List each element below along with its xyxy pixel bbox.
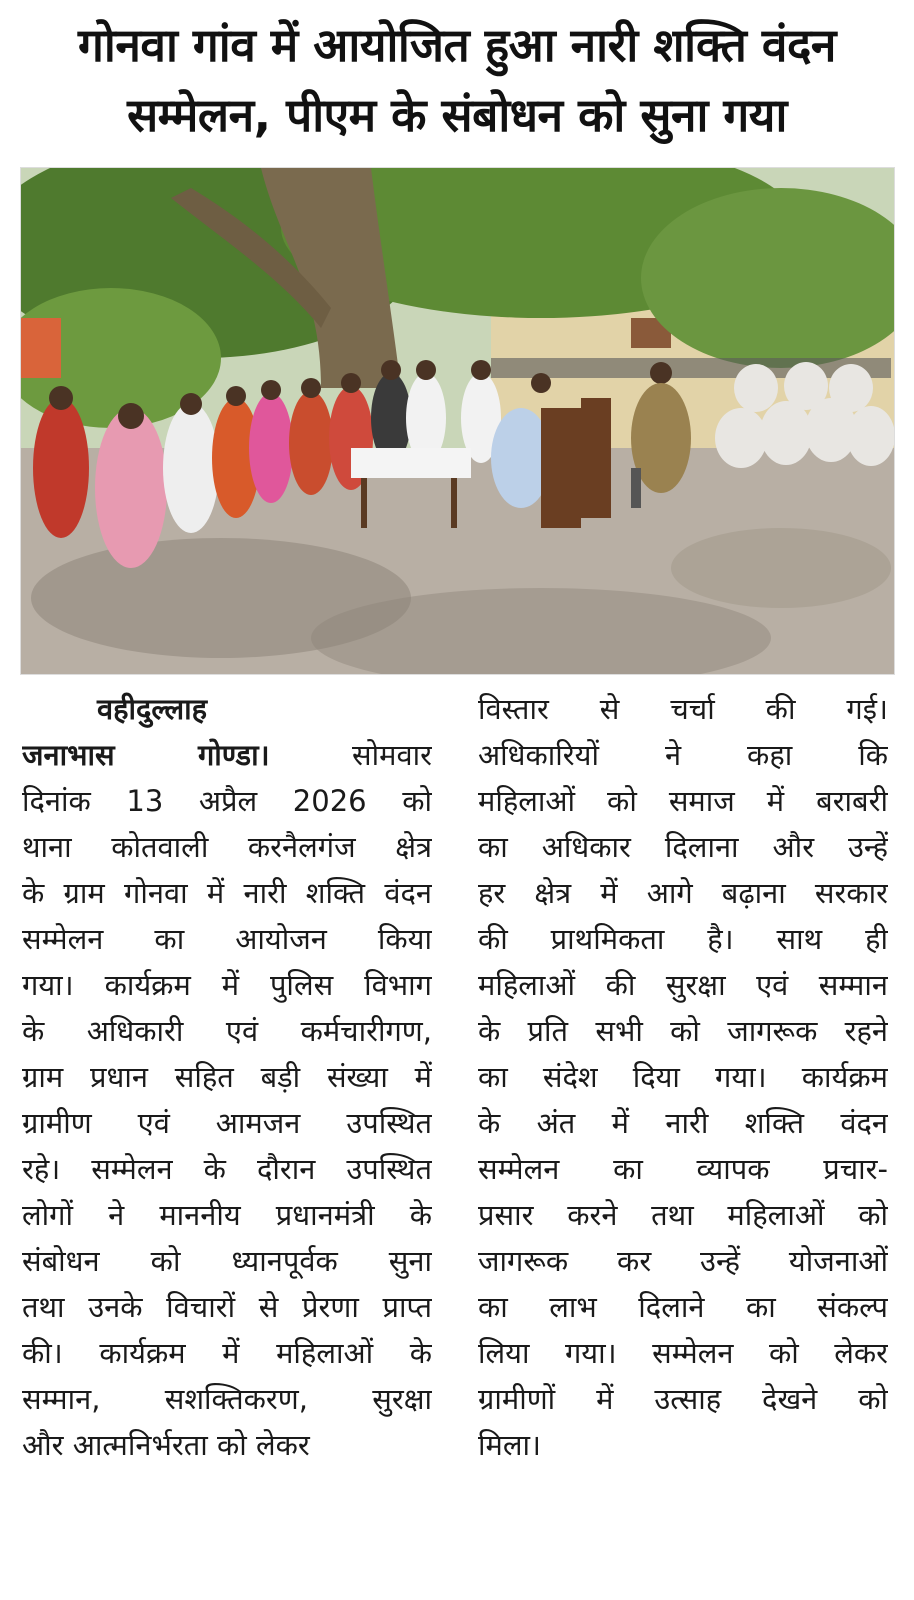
article-line: के प्रति सभी को जागरूक रहने <box>478 1014 888 1048</box>
article-line: महिलाओं को समाज में बराबरी <box>478 784 888 818</box>
article-line: और आत्मनिर्भरता को लेकर <box>22 1428 310 1462</box>
article-line-text: सोमवार <box>352 738 432 772</box>
article-line: की प्राथमिकता है। साथ ही <box>478 922 888 956</box>
article-column-left <box>22 686 432 1468</box>
article-line: सम्मेलन का आयोजन किया <box>22 922 432 956</box>
article-line: रहे। सम्मेलन के दौरान उपस्थित <box>22 1152 432 1186</box>
article-line: के ग्राम गोनवा में नारी शक्ति वंदन <box>22 876 432 910</box>
article-line: दिनांक 13 अप्रैल 2026 को <box>22 784 432 818</box>
article-line: का लाभ दिलाने का संकल्प <box>478 1290 888 1324</box>
article-line: महिलाओं की सुरक्षा एवं सम्मान <box>478 968 888 1002</box>
article-line <box>22 732 432 778</box>
article-line: अधिकारियों ने कहा कि <box>478 738 888 772</box>
article-line: के अंत में नारी शक्ति वंदन <box>478 1106 888 1140</box>
article-line: ग्रामीणों में उत्साह देखने को <box>478 1382 888 1416</box>
article-line: का अधिकार दिलाना और उन्हें <box>478 830 888 864</box>
article-line: सम्मान, सशक्तिकरण, सुरक्षा <box>22 1382 432 1416</box>
gathering-under-tree-image <box>21 168 894 674</box>
article-line: विस्तार से चर्चा की गई। <box>478 692 888 726</box>
article-line: तथा उनके विचारों से प्रेरणा प्राप्त <box>22 1290 432 1324</box>
article-line: हर क्षेत्र में आगे बढ़ाना सरकार <box>478 876 888 910</box>
article-line: लोगों ने माननीय प्रधानमंत्री के <box>22 1198 432 1232</box>
article-line: की। कार्यक्रम में महिलाओं के <box>22 1336 432 1370</box>
right-column-lines <box>478 686 888 1468</box>
news-photo <box>20 167 895 675</box>
article-line: संबोधन को ध्यानपूर्वक सुना <box>22 1244 432 1278</box>
headline-line-2: सम्मेलन, पीएम के संबोधन को सुना गया <box>127 88 787 142</box>
article-line: मिला। <box>478 1428 542 1462</box>
byline-author: वहीदुल्लाह <box>96 692 208 726</box>
article-line: गया। कार्यक्रम में पुलिस विभाग <box>22 968 432 1002</box>
article-line: जागरूक कर उन्हें योजनाओं <box>478 1244 888 1278</box>
article-line: थाना कोतवाली करनैलगंज क्षेत्र <box>22 830 432 864</box>
headline <box>14 10 900 150</box>
article-line: ग्राम प्रधान सहित बड़ी संख्या में <box>22 1060 432 1094</box>
article-line: प्रसार करने तथा महिलाओं को <box>478 1198 888 1232</box>
left-column-lines <box>22 778 432 1468</box>
article-line: ग्रामीण एवं आमजन उपस्थित <box>22 1106 432 1140</box>
article-line: का संदेश दिया गया। कार्यक्रम <box>478 1060 888 1094</box>
dateline: जनाभास गोण्डा। <box>22 738 270 772</box>
article-column-right <box>478 686 888 1468</box>
article-line: के अधिकारी एवं कर्मचारीगण, <box>22 1014 432 1048</box>
article-line: सम्मेलन का व्यापक प्रचार- <box>478 1152 888 1186</box>
article-line: लिया गया। सम्मेलन को लेकर <box>478 1336 888 1370</box>
headline-line-1: गोनवा गांव में आयोजित हुआ नारी शक्ति वंदन <box>78 18 836 72</box>
